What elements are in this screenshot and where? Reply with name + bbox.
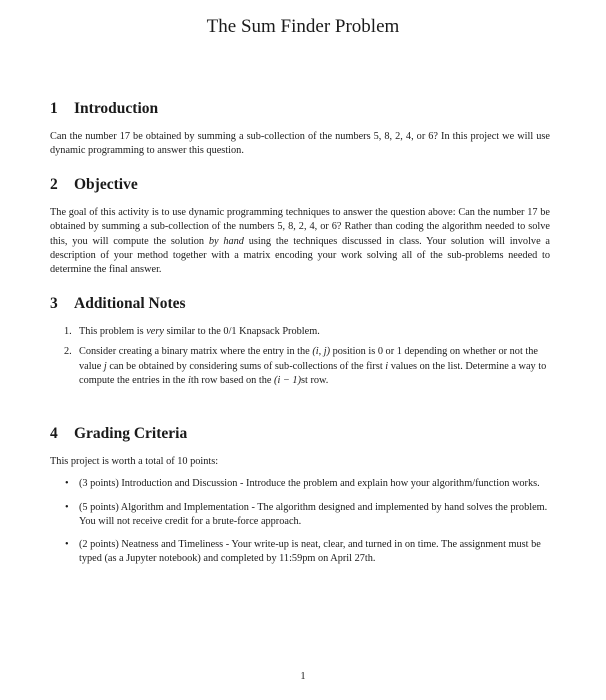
page-number: 1 — [300, 671, 306, 682]
emphasis-by-hand: by hand — [208, 235, 244, 247]
section-title: Grading Criteria — [74, 425, 188, 442]
section-heading — [50, 100, 550, 118]
bullet-icon: • — [65, 478, 69, 490]
objective-paragraph: The goal of this activity is to use dynamic programming techniques to answer the question above: Can the number 17 be obtained by summing a sub-collection of the numbers 5, 8, 2, 4, or 6? Rather than coding the algorithm needed to solve this, you will compute the solution by hand using the techniques discussed in class. Your solution will involve a description of your method together with a matrix encoding your work solving all of the sub-problems needed to determine the final answer. — [50, 207, 551, 276]
list-item: • (2 points) Neatness and Timeliness - Your write-up is neat, clear, and turned in on time. The assignment must be typed (as a Jupyter notebook) and completed by 11:59pm on April 27th. — [65, 539, 541, 565]
bullet-icon: • — [65, 501, 69, 513]
document-title: The Sum Finder Problem — [206, 16, 400, 37]
grading-intro: This project is worth a total of 10 points: — [50, 456, 219, 467]
section-grading-criteria — [50, 425, 550, 576]
section-objective — [50, 176, 550, 277]
notes-list — [50, 325, 550, 388]
list-item: 2. Consider creating a binary matrix where the entry in the (i, j) position is 0 or 1 depending on whether or not the value j can be obtained by considering sums of sub-collections of the first i values on the list. Determine a way to compute the entries in the ith row based on the (i − 1)st row. — [64, 346, 547, 386]
list-item: 1. This problem is very similar to the 0/1 Knapsack Problem. — [64, 326, 320, 337]
list-item: • (5 points) Algorithm and Implementation - The algorithm designed and implemented by hand solves the problem. You will not receive credit for a brute-force approach. — [65, 501, 548, 527]
section-title: Additional Notes — [74, 295, 186, 312]
section-introduction — [50, 100, 550, 159]
section-heading — [50, 425, 550, 443]
section-additional-notes — [50, 295, 550, 394]
section-number: 2 — [50, 176, 58, 193]
bullet-icon: • — [65, 539, 69, 551]
section-number: 1 — [50, 100, 58, 117]
section-title: Objective — [74, 176, 138, 193]
section-title: Introduction — [74, 100, 159, 117]
section-heading — [50, 176, 550, 194]
introduction-paragraph: Can the number 17 be obtained by summing a sub-collection of the numbers 5, 8, 2, 4, or 6? In this project we will use dynamic programming to answer this question. — [50, 131, 550, 157]
section-number: 4 — [50, 425, 58, 442]
list-item: • (3 points) Introduction and Discussion - Introduce the problem and explain how your algorithm/function works. — [50, 477, 550, 491]
section-number: 3 — [50, 295, 58, 312]
section-heading — [50, 295, 550, 313]
grading-list — [50, 477, 550, 566]
